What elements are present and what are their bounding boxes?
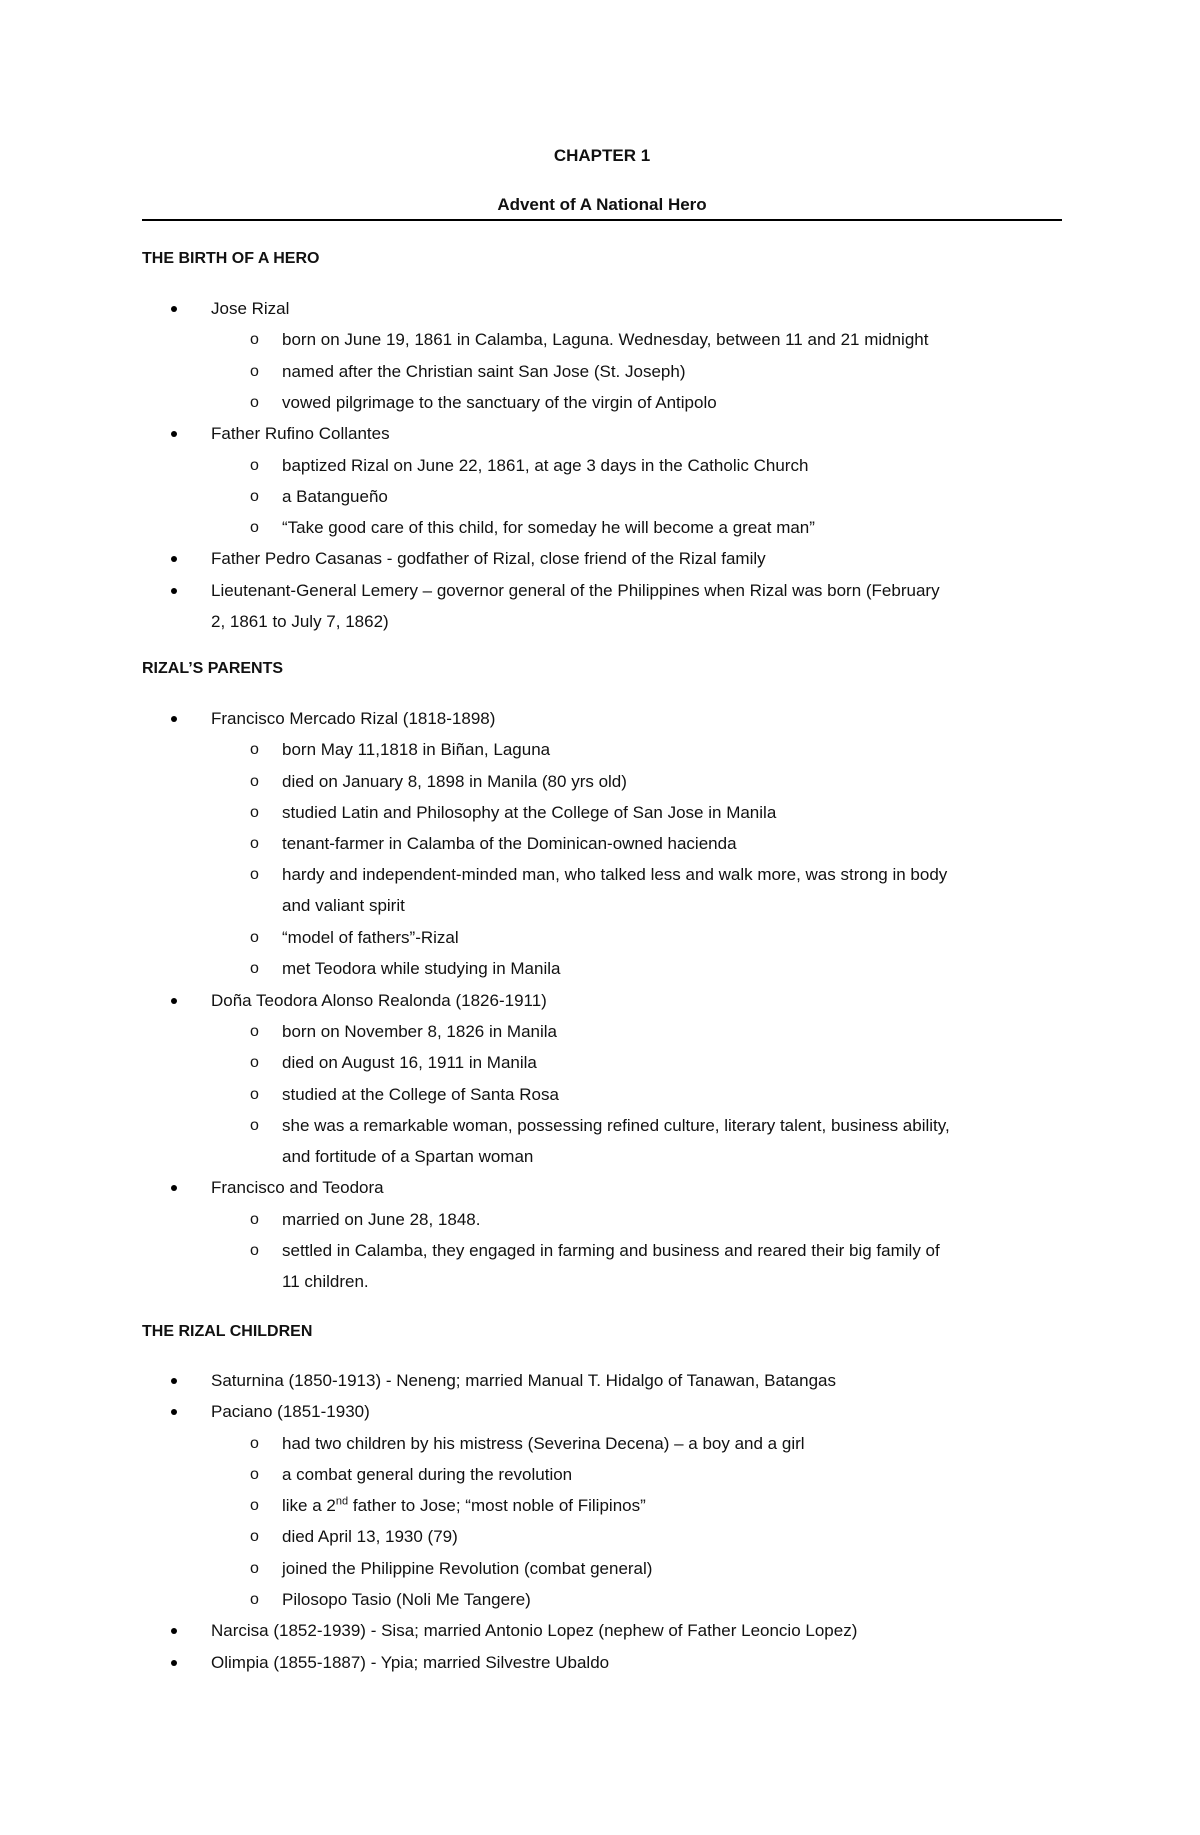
sub-bullet-marker: o [250,866,259,883]
bullet-text: Olimpia (1855-1887) - Ypia; married Silvestre Ubaldo [211,1653,610,1672]
sub-bullet-text: met Teodora while studying in Manila [282,959,561,978]
sub-bullet-marker: o [250,457,259,474]
sub-bullet-marker: o [250,488,259,505]
sub-bullet-marker: o [250,331,259,348]
sub-bullet-marker: o [250,1054,259,1071]
section-heading: THE BIRTH OF A HERO [142,250,320,267]
sub-bullet-text: died on January 8, 1898 in Manila (80 yrs old) [282,772,627,791]
sub-bullet-text-post: father to Jose; “most noble of Filipinos” [348,1496,646,1515]
bullet-icon [171,716,177,722]
bullet-icon [171,1185,177,1191]
bullet-icon [171,556,177,562]
sub-bullet-marker: o [250,1560,259,1577]
sub-bullet-text-continued: and valiant spirit [282,896,405,915]
sub-bullet-text: born May 11,1818 in Biñan, Laguna [282,740,551,759]
sub-bullet-marker: o [250,1435,259,1452]
bullet-text: Doña Teodora Alonso Realonda (1826-1911) [211,991,547,1010]
sub-bullet-text: born on November 8, 1826 in Manila [282,1022,557,1041]
sub-bullet-text: born on June 19, 1861 in Calamba, Laguna. Wednesday, between 11 and 21 midnight [282,330,929,349]
sub-bullet-text: had two children by his mistress (Severina Decena) – a boy and a girl [282,1434,805,1453]
bullet-icon [171,1409,177,1415]
sub-bullet-text-continued: and fortitude of a Spartan woman [282,1147,534,1166]
chapter-title: CHAPTER 1 [553,146,651,165]
sub-bullet-marker: o [250,394,259,411]
sub-bullet-text: baptized Rizal on June 22, 1861, at age 3 days in the Catholic Church [282,456,809,475]
sub-bullet-text: joined the Philippine Revolution (combat general) [282,1559,653,1578]
sub-bullet-text: she was a remarkable woman, possessing refined culture, literary talent, business ability, [282,1116,950,1135]
sub-bullet-marker: o [250,1528,259,1545]
sub-bullet-text [282,1490,646,1521]
section-heading: RIZAL’S PARENTS [142,660,284,677]
bullet-icon [171,431,177,437]
sub-bullet-text: died April 13, 1930 (79) [282,1527,458,1546]
bullet-text: Father Pedro Casanas - godfather of Rizal, close friend of the Rizal family [211,549,766,568]
sub-bullet-text: studied Latin and Philosophy at the College of San Jose in Manila [282,803,777,822]
section-heading: THE RIZAL CHILDREN [142,1323,313,1340]
sub-bullet-marker: o [250,1242,259,1259]
bullet-text-continued: 2, 1861 to July 7, 1862) [211,612,389,631]
bullet-icon [171,998,177,1004]
sub-bullet-marker: o [250,519,259,536]
sub-bullet-text: a combat general during the revolution [282,1465,573,1484]
sub-bullet-text: a Batangueño [282,487,388,506]
bullet-text: Lieutenant-General Lemery – governor general of the Philippines when Rizal was born (February [211,581,940,600]
sub-bullet-marker: o [250,741,259,758]
sub-bullet-text: studied at the College of Santa Rosa [282,1085,559,1104]
sub-bullet-text-pre: like a 2 [282,1496,336,1515]
bullet-icon [171,1660,177,1666]
bullet-text: Jose Rizal [211,299,290,318]
sub-bullet-text: vowed pilgrimage to the sanctuary of the virgin of Antipolo [282,393,717,412]
sub-bullet-text: married on June 28, 1848. [282,1210,481,1229]
bullet-icon [171,588,177,594]
sub-bullet-marker: o [250,960,259,977]
sub-bullet-text: settled in Calamba, they engaged in farming and business and reared their big family of [282,1241,940,1260]
sub-bullet-marker: o [250,1211,259,1228]
sub-bullet-text: “Take good care of this child, for someday he will become a great man” [282,518,815,537]
bullet-icon [171,1628,177,1634]
sub-bullet-marker: o [250,1117,259,1134]
bullet-icon [171,306,177,312]
bullet-text: Father Rufino Collantes [211,424,390,443]
sub-bullet-marker: o [250,363,259,380]
bullet-text: Narcisa (1852-1939) - Sisa; married Antonio Lopez (nephew of Father Leoncio Lopez) [211,1621,858,1640]
title-divider [142,219,1062,221]
chapter-subtitle: Advent of A National Hero [497,195,707,214]
sub-bullet-marker: o [250,1086,259,1103]
bullet-text: Paciano (1851-1930) [211,1402,370,1421]
bullet-text: Francisco and Teodora [211,1178,384,1197]
bullet-text: Saturnina (1850-1913) - Neneng; married Manual T. Hidalgo of Tanawan, Batangas [211,1371,836,1390]
sub-bullet-marker: o [250,835,259,852]
bullet-text: Francisco Mercado Rizal (1818-1898) [211,709,496,728]
sub-bullet-text: tenant-farmer in Calamba of the Dominican-owned hacienda [282,834,737,853]
sub-bullet-text-continued: 11 children. [282,1272,369,1291]
sub-bullet-marker: o [250,1466,259,1483]
sub-bullet-text: “model of fathers”-Rizal [282,928,459,947]
sub-bullet-text: hardy and independent-minded man, who talked less and walk more, was strong in body [282,865,948,884]
sub-bullet-marker: o [250,804,259,821]
sub-bullet-text: Pilosopo Tasio (Noli Me Tangere) [282,1590,531,1609]
sub-bullet-marker: o [250,1497,259,1514]
sub-bullet-marker: o [250,929,259,946]
ordinal-superscript: nd [335,1495,349,1508]
sub-bullet-text: died on August 16, 1911 in Manila [282,1053,537,1072]
sub-bullet-text: named after the Christian saint San Jose (St. Joseph) [282,362,686,381]
bullet-icon [171,1378,177,1384]
sub-bullet-marker: o [250,1023,259,1040]
sub-bullet-marker: o [250,773,259,790]
sub-bullet-marker: o [250,1591,259,1608]
